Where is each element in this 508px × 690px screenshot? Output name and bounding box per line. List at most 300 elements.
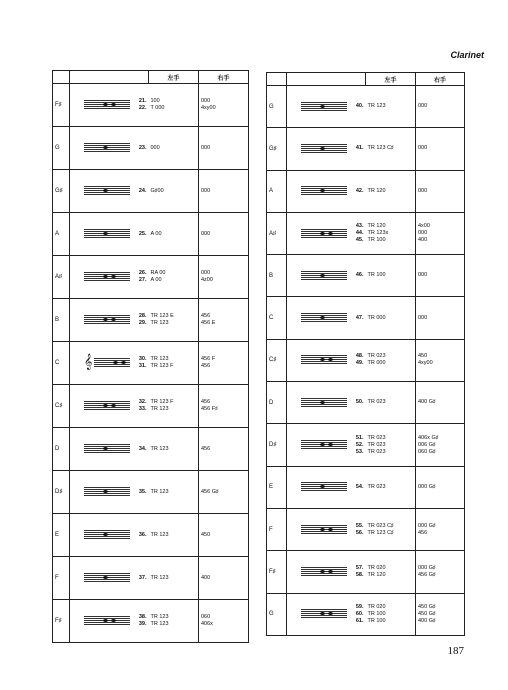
staff-notation bbox=[70, 213, 136, 256]
fingering-number-cell bbox=[353, 466, 366, 508]
right-hand-fingering: 000 bbox=[201, 270, 211, 276]
note-name: D bbox=[53, 428, 70, 471]
note-head-icon bbox=[328, 570, 333, 573]
note-name: A♯ bbox=[53, 256, 70, 299]
staff-notation bbox=[287, 508, 353, 550]
fingering-number-cell bbox=[353, 339, 366, 381]
fingering-number: 27. bbox=[138, 277, 147, 283]
note-name: G bbox=[267, 86, 287, 128]
fingering-number: 58. bbox=[355, 571, 364, 578]
left-hand-fingering: TR 120 bbox=[367, 571, 386, 578]
right-hand-fingering: 000 bbox=[201, 230, 211, 237]
fingering-number-cell bbox=[353, 128, 366, 170]
fingering-number: 53. bbox=[355, 448, 364, 455]
fingering-number: 40. bbox=[355, 103, 364, 110]
note-name: C bbox=[53, 342, 70, 385]
note-name: E bbox=[53, 514, 70, 557]
left-hand-fingering: TR 020 bbox=[367, 603, 386, 610]
fingering-number: 49. bbox=[355, 360, 364, 367]
note-head-icon bbox=[328, 528, 333, 531]
fingering-number-cell bbox=[136, 385, 149, 428]
left-hand-fingering-cell bbox=[149, 127, 199, 170]
fingering-number-cell bbox=[136, 256, 149, 299]
right-hand-fingering: 450 bbox=[418, 353, 428, 360]
fingering-number: 52. bbox=[355, 441, 364, 448]
right-hand-fingering: 456 G♯ bbox=[418, 571, 436, 578]
fingering-number: 28. bbox=[138, 313, 147, 319]
left-hand-fingering: TR 100 bbox=[367, 610, 386, 617]
right-hand-fingering: 000 bbox=[418, 187, 428, 194]
right-hand-fingering-cell bbox=[199, 213, 249, 256]
right-hand-fingering-cell bbox=[416, 551, 465, 593]
right-hand-fingering: 406x G♯ bbox=[418, 434, 439, 441]
left-hand-fingering: TR 000 bbox=[367, 314, 386, 321]
right-hand-fingering: 4z00 bbox=[201, 277, 213, 283]
note-head-icon bbox=[103, 232, 108, 235]
left-hand-fingering: TR 123 bbox=[150, 488, 169, 495]
staff-notation bbox=[70, 471, 136, 514]
left-hand-fingering: TR 123 bbox=[150, 621, 169, 627]
left-hand-fingering-cell bbox=[149, 471, 199, 514]
right-hand-fingering-cell bbox=[416, 339, 465, 381]
fingering-number-cell bbox=[353, 255, 366, 297]
left-hand-fingering-cell bbox=[366, 86, 416, 128]
fingering-row bbox=[53, 299, 249, 342]
fingering-number: 54. bbox=[355, 483, 364, 490]
note-head-icon bbox=[320, 443, 325, 446]
note-head-icon bbox=[320, 274, 325, 277]
right-hand-fingering: 006 G♯ bbox=[418, 441, 436, 448]
fingering-table-left bbox=[52, 70, 249, 643]
left-hand-fingering: TR 123 F bbox=[150, 363, 174, 369]
fingering-number: 45. bbox=[355, 237, 364, 244]
note-head-icon bbox=[111, 318, 116, 321]
staff-lines-icon bbox=[84, 229, 130, 239]
note-name: D bbox=[267, 382, 287, 424]
note-header bbox=[53, 71, 70, 84]
fingering-row bbox=[53, 514, 249, 557]
left-hand-fingering: RA 00 bbox=[150, 270, 166, 276]
fingering-row bbox=[267, 297, 465, 339]
left-hand-fingering: TR 023 bbox=[367, 434, 386, 441]
fingering-row bbox=[53, 385, 249, 428]
right-hand-fingering: 000 G♯ bbox=[418, 522, 436, 529]
left-hand-fingering-cell bbox=[149, 299, 199, 342]
right-hand-fingering: 060 G♯ bbox=[418, 448, 436, 455]
right-hand-fingering: 4xy00 bbox=[418, 360, 433, 367]
staff-lines-icon bbox=[84, 186, 130, 196]
left-hand-fingering-cell bbox=[149, 600, 199, 643]
right-hand-fingering-cell bbox=[416, 255, 465, 297]
staff-lines-icon bbox=[84, 272, 130, 282]
fingering-number: 32. bbox=[138, 399, 147, 405]
left-hand-fingering: TR 120 bbox=[367, 187, 386, 194]
page-header-title: Clarinet bbox=[450, 50, 484, 60]
right-hand-fingering: 000 G♯ bbox=[418, 564, 436, 571]
left-hand-fingering-cell bbox=[366, 593, 416, 635]
fingering-number: 22. bbox=[138, 105, 147, 111]
left-hand-fingering: TR 123 bbox=[367, 103, 386, 110]
staff-lines-icon bbox=[301, 440, 347, 450]
note-name: E bbox=[267, 466, 287, 508]
right-hand-header: 右手 bbox=[199, 71, 249, 84]
staff-notation bbox=[287, 212, 353, 254]
fingering-number-cell bbox=[353, 424, 366, 466]
note-name: F bbox=[267, 508, 287, 550]
fingering-number: 29. bbox=[138, 320, 147, 326]
left-hand-fingering: TR 123x bbox=[367, 230, 389, 237]
right-hand-fingering: 000 bbox=[418, 314, 428, 321]
right-hand-fingering-cell bbox=[416, 593, 465, 635]
left-hand-fingering: TR 123 bbox=[150, 406, 169, 412]
fingering-number-cell bbox=[136, 213, 149, 256]
right-hand-fingering: 456 bbox=[201, 313, 211, 319]
note-header bbox=[267, 73, 287, 86]
left-hand-fingering: T 000 bbox=[150, 105, 165, 111]
staff-lines-icon bbox=[84, 401, 130, 411]
note-head-icon bbox=[103, 576, 108, 579]
fingering-number-cell bbox=[136, 170, 149, 213]
right-hand-fingering-cell bbox=[199, 127, 249, 170]
fingering-row bbox=[267, 212, 465, 254]
right-hand-fingering: 000 bbox=[201, 144, 211, 151]
left-hand-fingering: TR 023 bbox=[367, 483, 386, 490]
note-name: C♯ bbox=[53, 385, 70, 428]
staff-lines-icon bbox=[301, 102, 347, 112]
note-head-icon bbox=[103, 447, 108, 450]
number-header bbox=[353, 73, 366, 86]
note-name: D♯ bbox=[53, 471, 70, 514]
left-hand-fingering: TR 123 bbox=[150, 574, 169, 581]
staff-notation bbox=[287, 86, 353, 128]
note-name: B bbox=[267, 255, 287, 297]
left-hand-fingering-cell bbox=[366, 339, 416, 381]
left-hand-fingering-cell bbox=[366, 424, 416, 466]
fingering-row bbox=[53, 428, 249, 471]
right-hand-fingering: 400 G♯ bbox=[418, 617, 436, 624]
left-hand-fingering-cell bbox=[149, 170, 199, 213]
fingering-row bbox=[267, 170, 465, 212]
note-head-icon bbox=[111, 103, 116, 106]
note-head-icon bbox=[103, 619, 108, 622]
staff-lines-icon bbox=[84, 616, 130, 626]
note-head-icon bbox=[103, 189, 108, 192]
note-name: B bbox=[53, 299, 70, 342]
note-name: C bbox=[267, 297, 287, 339]
left-hand-fingering: TR 123 C♯ bbox=[367, 529, 394, 536]
note-head-icon bbox=[103, 490, 108, 493]
right-hand-fingering-cell bbox=[199, 84, 249, 127]
staff-lines-icon bbox=[84, 143, 130, 153]
number-header bbox=[136, 71, 149, 84]
left-hand-fingering-cell bbox=[149, 213, 199, 256]
left-hand-fingering: TR 020 bbox=[367, 564, 386, 571]
right-hand-fingering-cell bbox=[199, 256, 249, 299]
right-hand-fingering-cell bbox=[199, 299, 249, 342]
note-name: C♯ bbox=[267, 339, 287, 381]
staff-lines-icon bbox=[301, 355, 347, 365]
staff-notation bbox=[287, 466, 353, 508]
left-hand-fingering-cell bbox=[366, 382, 416, 424]
left-hand-fingering-cell bbox=[366, 297, 416, 339]
left-hand-fingering: TR 123 C♯ bbox=[367, 145, 394, 152]
fingering-row bbox=[267, 128, 465, 170]
staff-lines-icon bbox=[301, 313, 347, 323]
staff-lines-icon bbox=[301, 271, 347, 281]
left-hand-fingering-cell bbox=[366, 255, 416, 297]
left-hand-fingering: A 00 bbox=[150, 230, 162, 237]
right-hand-fingering: 406x bbox=[201, 621, 213, 627]
left-hand-fingering: TR 100 bbox=[367, 237, 386, 244]
staff-lines-icon bbox=[84, 573, 130, 583]
right-hand-fingering-cell bbox=[416, 212, 465, 254]
page-number: 187 bbox=[447, 645, 464, 657]
left-hand-fingering-cell bbox=[149, 84, 199, 127]
note-name: A♯ bbox=[267, 212, 287, 254]
right-hand-fingering: 000 bbox=[418, 272, 428, 279]
staff-notation bbox=[70, 256, 136, 299]
left-hand-fingering-cell bbox=[366, 170, 416, 212]
right-hand-fingering-cell bbox=[416, 128, 465, 170]
staff-notation bbox=[70, 84, 136, 127]
left-hand-fingering: TR 023 bbox=[367, 353, 386, 360]
staff-lines-icon bbox=[84, 487, 130, 497]
left-hand-fingering: G♯00 bbox=[150, 187, 164, 194]
fingering-number: 31. bbox=[138, 363, 147, 369]
note-head-icon bbox=[103, 146, 108, 149]
right-hand-fingering: 456 bbox=[201, 363, 211, 369]
right-hand-fingering: 400 bbox=[418, 237, 428, 244]
left-hand-header: 左手 bbox=[149, 71, 199, 84]
fingering-row bbox=[53, 213, 249, 256]
fingering-number-cell bbox=[136, 514, 149, 557]
note-head-icon bbox=[103, 318, 108, 321]
fingering-row bbox=[267, 466, 465, 508]
fingering-number-cell bbox=[136, 557, 149, 600]
fingering-number-cell bbox=[136, 127, 149, 170]
fingering-number: 61. bbox=[355, 617, 364, 624]
fingering-number: 37. bbox=[138, 574, 147, 581]
fingering-number-cell bbox=[353, 508, 366, 550]
fingering-number: 44. bbox=[355, 230, 364, 237]
staff-notation bbox=[287, 424, 353, 466]
left-hand-fingering-cell bbox=[366, 551, 416, 593]
fingering-number: 51. bbox=[355, 434, 364, 441]
staff-notation bbox=[287, 170, 353, 212]
fingering-number: 26. bbox=[138, 270, 147, 276]
right-hand-header: 右手 bbox=[416, 73, 465, 86]
fingering-number: 21. bbox=[138, 98, 147, 104]
fingering-row bbox=[267, 255, 465, 297]
left-hand-fingering-cell bbox=[149, 557, 199, 600]
fingering-number: 34. bbox=[138, 445, 147, 452]
fingering-number: 39. bbox=[138, 621, 147, 627]
staff-notation bbox=[287, 382, 353, 424]
right-hand-fingering-cell bbox=[416, 297, 465, 339]
left-hand-fingering: TR 023 C♯ bbox=[367, 522, 394, 529]
treble-clef-icon: 𝄞 bbox=[84, 354, 93, 370]
left-hand-fingering: TR 123 bbox=[150, 356, 169, 362]
fingering-number-cell bbox=[136, 428, 149, 471]
note-name: G bbox=[267, 593, 287, 635]
right-hand-fingering: 4xy00 bbox=[201, 105, 216, 111]
left-hand-fingering-cell bbox=[149, 385, 199, 428]
fingering-number-cell bbox=[353, 86, 366, 128]
fingering-row bbox=[53, 127, 249, 170]
right-hand-fingering: 000 G♯ bbox=[418, 483, 436, 490]
fingering-number: 47. bbox=[355, 314, 364, 321]
right-hand-fingering: 456 E bbox=[201, 320, 216, 326]
right-hand-fingering-cell bbox=[416, 424, 465, 466]
right-hand-fingering: 000 bbox=[418, 103, 428, 110]
note-name: G♯ bbox=[53, 170, 70, 213]
left-hand-fingering: TR 100 bbox=[367, 272, 386, 279]
note-head-icon bbox=[320, 105, 325, 108]
fingering-row bbox=[267, 424, 465, 466]
fingering-number-cell bbox=[136, 471, 149, 514]
left-hand-fingering: TR 123 bbox=[150, 320, 169, 326]
fingering-number: 56. bbox=[355, 529, 364, 536]
fingering-row bbox=[53, 342, 249, 385]
right-hand-fingering: 060 bbox=[201, 614, 211, 620]
fingering-number-cell bbox=[353, 297, 366, 339]
fingering-number: 41. bbox=[355, 145, 364, 152]
right-hand-fingering-cell bbox=[199, 428, 249, 471]
right-hand-fingering: 400 G♯ bbox=[418, 399, 436, 406]
staff-lines-icon bbox=[84, 530, 130, 540]
fingering-table-right bbox=[266, 72, 465, 636]
right-hand-fingering: 450 G♯ bbox=[418, 603, 436, 610]
fingering-row bbox=[267, 551, 465, 593]
fingering-rows-left bbox=[53, 84, 249, 643]
left-hand-fingering-cell bbox=[366, 212, 416, 254]
fingering-number: 42. bbox=[355, 187, 364, 194]
fingering-number-cell bbox=[353, 551, 366, 593]
left-hand-header: 左手 bbox=[366, 73, 416, 86]
left-hand-fingering: 000 bbox=[150, 144, 160, 151]
right-hand-fingering-cell bbox=[416, 170, 465, 212]
right-hand-fingering: 450 G♯ bbox=[418, 610, 436, 617]
right-hand-fingering: 400 bbox=[201, 574, 211, 581]
fingering-number: 59. bbox=[355, 603, 364, 610]
staff-notation bbox=[70, 342, 136, 385]
right-hand-fingering-cell bbox=[199, 471, 249, 514]
fingering-number: 57. bbox=[355, 564, 364, 571]
right-hand-fingering: 000 bbox=[418, 230, 428, 237]
fingering-number: 25. bbox=[138, 230, 147, 237]
note-head-icon bbox=[103, 533, 108, 536]
fingering-row bbox=[267, 508, 465, 550]
staff-notation bbox=[287, 255, 353, 297]
note-name: G bbox=[53, 127, 70, 170]
fingering-number: 38. bbox=[138, 614, 147, 620]
left-hand-fingering-cell bbox=[149, 428, 199, 471]
staff-lines-icon bbox=[301, 398, 347, 408]
staff-lines-icon bbox=[301, 482, 347, 492]
note-head-icon bbox=[320, 570, 325, 573]
table-header-row bbox=[267, 73, 465, 86]
right-hand-fingering-cell bbox=[416, 86, 465, 128]
right-hand-fingering: 000 bbox=[201, 98, 211, 104]
left-hand-fingering: TR 123 E bbox=[150, 313, 174, 319]
fingering-row bbox=[53, 170, 249, 213]
note-name: G♯ bbox=[267, 128, 287, 170]
right-hand-fingering-cell bbox=[416, 466, 465, 508]
staff-notation bbox=[70, 170, 136, 213]
fingering-number-cell bbox=[136, 600, 149, 643]
fingering-row bbox=[53, 256, 249, 299]
fingering-row bbox=[267, 339, 465, 381]
left-hand-fingering: TR 123 bbox=[150, 531, 169, 538]
fingering-row bbox=[53, 84, 249, 127]
note-head-icon bbox=[111, 404, 116, 407]
staff-notation bbox=[70, 299, 136, 342]
right-hand-fingering: 000 bbox=[418, 145, 428, 152]
fingering-number: 55. bbox=[355, 522, 364, 529]
right-hand-fingering-cell bbox=[199, 514, 249, 557]
fingering-number-cell bbox=[353, 170, 366, 212]
fingering-row bbox=[267, 382, 465, 424]
right-hand-fingering-cell bbox=[199, 170, 249, 213]
fingering-number: 60. bbox=[355, 610, 364, 617]
note-name: A bbox=[267, 170, 287, 212]
note-head-icon bbox=[320, 528, 325, 531]
staff-notation bbox=[70, 385, 136, 428]
left-hand-fingering-cell bbox=[149, 514, 199, 557]
staff-lines-icon bbox=[301, 567, 347, 577]
left-hand-fingering: TR 120 bbox=[367, 223, 386, 230]
fingering-number: 46. bbox=[355, 272, 364, 279]
left-hand-fingering: 100 bbox=[150, 98, 160, 104]
left-hand-fingering: TR 123 F bbox=[150, 399, 174, 405]
fingering-number-cell bbox=[136, 342, 149, 385]
staff-notation bbox=[287, 593, 353, 635]
staff-header bbox=[70, 71, 136, 84]
note-name: A bbox=[53, 213, 70, 256]
fingering-row bbox=[267, 86, 465, 128]
fingering-number: 43. bbox=[355, 223, 364, 230]
right-hand-fingering: 456 bbox=[201, 399, 211, 405]
fingering-number: 48. bbox=[355, 353, 364, 360]
left-hand-fingering-cell bbox=[149, 342, 199, 385]
fingering-number: 50. bbox=[355, 399, 364, 406]
left-hand-fingering-cell bbox=[366, 128, 416, 170]
note-head-icon bbox=[103, 275, 108, 278]
note-head-icon bbox=[103, 103, 108, 106]
note-name: F bbox=[53, 557, 70, 600]
right-hand-fingering-cell bbox=[416, 382, 465, 424]
right-hand-fingering: 456 bbox=[201, 445, 211, 452]
fingering-number: 30. bbox=[138, 356, 147, 362]
left-hand-fingering: TR 000 bbox=[367, 360, 386, 367]
left-hand-fingering: TR 023 bbox=[367, 399, 386, 406]
right-hand-fingering-cell bbox=[199, 557, 249, 600]
left-hand-fingering: TR 023 bbox=[367, 448, 386, 455]
right-hand-fingering: 456 F♯ bbox=[201, 406, 218, 412]
staff-notation bbox=[287, 339, 353, 381]
fingering-row bbox=[53, 471, 249, 514]
note-head-icon bbox=[111, 619, 116, 622]
note-head-icon bbox=[328, 232, 333, 235]
fingering-number-cell bbox=[353, 382, 366, 424]
staff-notation bbox=[70, 127, 136, 170]
note-head-icon bbox=[111, 275, 116, 278]
staff-lines-icon bbox=[94, 358, 130, 368]
fingering-number: 23. bbox=[138, 144, 147, 151]
left-hand-fingering: TR 100 bbox=[367, 617, 386, 624]
note-head-icon bbox=[320, 147, 325, 150]
right-hand-fingering-cell bbox=[199, 385, 249, 428]
